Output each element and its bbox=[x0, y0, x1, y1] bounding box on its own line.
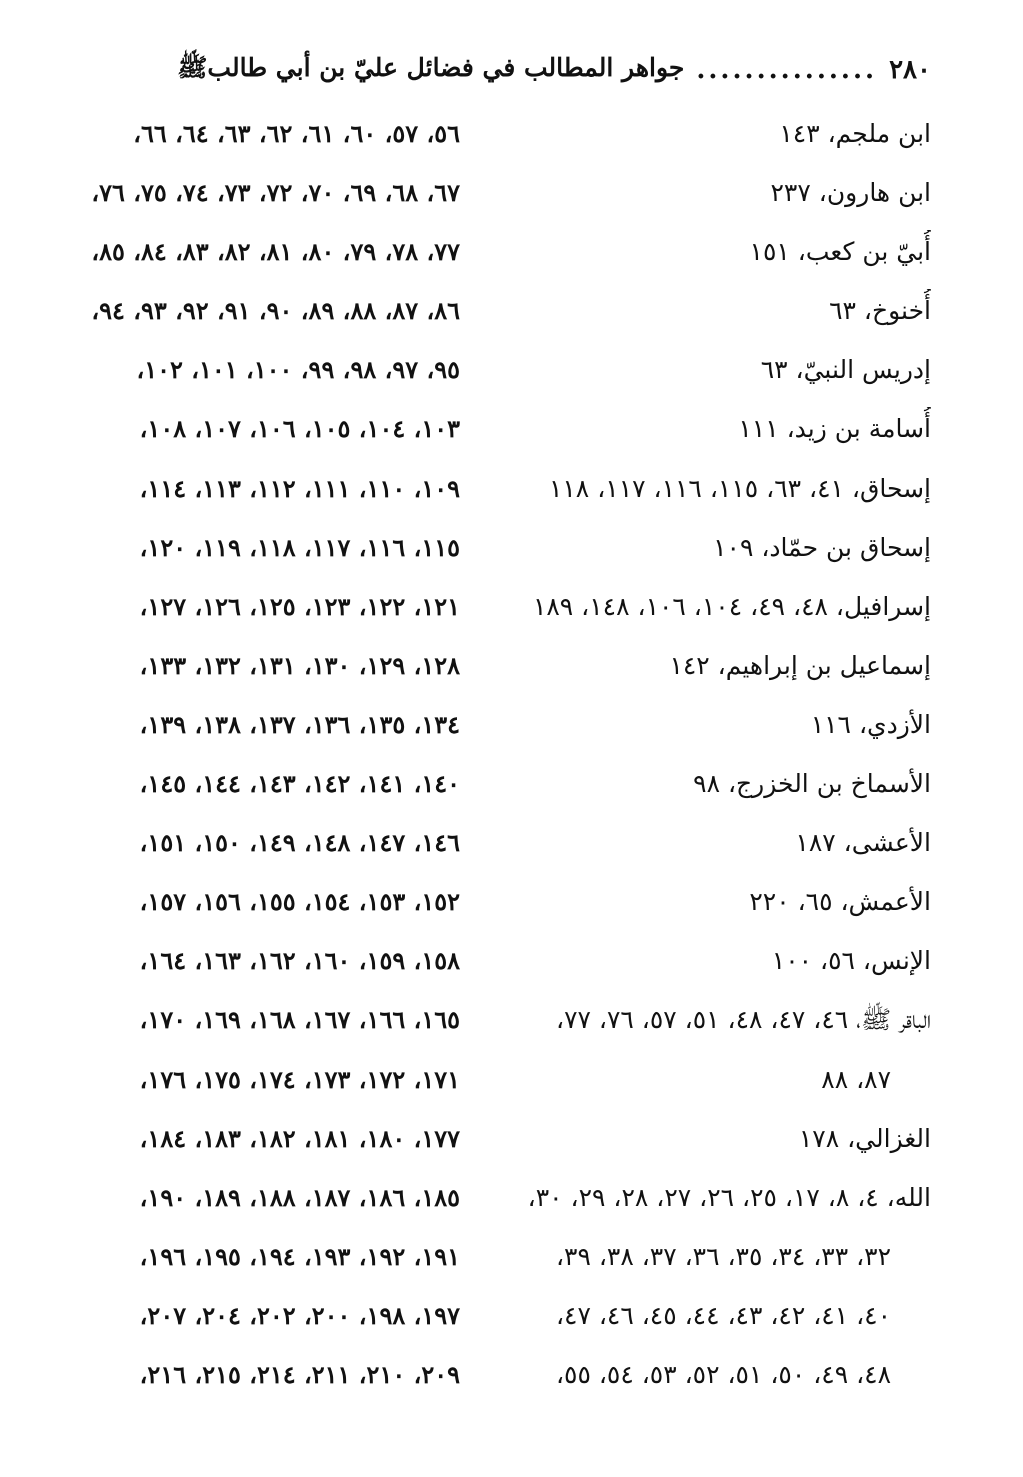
page-refs-line: ١٢٨، ١٢٩، ١٣٠، ١٣١، ١٣٢، ١٣٣، bbox=[139, 650, 460, 680]
index-entry: ابن هارون، ٢٣٧ bbox=[770, 178, 931, 208]
page-refs-line: ١٨٥، ١٨٦، ١٨٧، ١٨٨، ١٨٩، ١٩٠، bbox=[139, 1182, 460, 1212]
page-refs-line: ١٠٣، ١٠٤، ١٠٥، ١٠٦، ١٠٧، ١٠٨، bbox=[139, 414, 460, 444]
index-entry: أُخنوخ، ٦٣ bbox=[829, 296, 931, 326]
page-refs-line: ١٧٧، ١٨٠، ١٨١، ١٨٢، ١٨٣، ١٨٤، bbox=[139, 1123, 460, 1153]
page-refs-line: ١٩٧، ١٩٨، ٢٠٠، ٢٠٢، ٢٠٤، ٢٠٧، bbox=[139, 1300, 460, 1330]
index-entry: إدريس النبيّ، ٦٣ bbox=[760, 355, 931, 385]
page-refs-line: ١٤٠، ١٤١، ١٤٢، ١٤٣، ١٤٤، ١٤٥، bbox=[139, 769, 460, 799]
index-entry: الأعمش، ٦٥، ٢٢٠ bbox=[749, 887, 931, 917]
page-refs-line: ٢٠٩، ٢١٠، ٢١١، ٢١٤، ٢١٥، ٢١٦، bbox=[139, 1359, 460, 1389]
page-refs-line: ١٥٨، ١٥٩، ١٦٠، ١٦٢، ١٦٣، ١٦٤، bbox=[139, 946, 460, 976]
index-entry: الأسماخ بن الخزرج، ٩٨ bbox=[693, 769, 931, 799]
index-entry: أُبيّ بن كعب، ١٥١ bbox=[749, 237, 931, 267]
index-entry: إسحاق، ٤١، ٦٣، ١١٥، ١١٦، ١١٧، ١١٨ bbox=[548, 473, 931, 503]
page-refs-line: ١٢١، ١٢٢، ١٢٣، ١٢٥، ١٢٦، ١٢٧، bbox=[139, 591, 460, 621]
page-number: ٢٨٠ bbox=[889, 55, 931, 85]
page-refs-line: ١٩١، ١٩٢، ١٩٣، ١٩٤، ١٩٥، ١٩٦، bbox=[139, 1241, 460, 1271]
index-entry: إسرافيل، ٤٨، ٤٩، ١٠٤، ١٠٦، ١٤٨، ١٨٩ bbox=[532, 591, 931, 621]
page-refs-line: ١٧١، ١٧٢، ١٧٣، ١٧٤، ١٧٥، ١٧٦، bbox=[139, 1064, 460, 1094]
page-refs-line: ١١٥، ١١٦، ١١٧، ١١٨، ١١٩، ١٢٠، bbox=[139, 532, 460, 562]
page-refs-line: ١٠٩، ١١٠، ١١١، ١١٢، ١١٣، ١١٤، bbox=[139, 473, 460, 503]
page-refs-line: ٧٧، ٧٨، ٧٩، ٨٠، ٨١، ٨٢، ٨٣، ٨٤، ٨٥، bbox=[91, 237, 460, 267]
page-refs-line: ٥٦، ٥٧، ٦٠، ٦١، ٦٢، ٦٣، ٦٤، ٦٦، bbox=[133, 119, 460, 148]
index-entry-continuation: ٤٠، ٤١، ٤٢، ٤٣، ٤٤، ٤٥، ٤٦، ٤٧، bbox=[555, 1300, 891, 1330]
index-entry-continuation: ٣٢، ٣٣، ٣٤، ٣٥، ٣٦، ٣٧، ٣٨، ٣٩، bbox=[555, 1241, 891, 1271]
page-refs-line: ١٥٢، ١٥٣، ١٥٤، ١٥٥، ١٥٦، ١٥٧، bbox=[139, 887, 460, 917]
index-column-right bbox=[511, 112, 931, 1412]
index-entry: الله، ٤، ٨، ١٧، ٢٥، ٢٦، ٢٧، ٢٨، ٢٩، ٣٠، bbox=[527, 1182, 931, 1212]
index-entry: إسماعيل بن إبراهيم، ١٤٢ bbox=[669, 650, 931, 680]
index-entry-continuation: ٤٨، ٤٩، ٥٠، ٥١، ٥٢، ٥٣، ٥٤، ٥٥، bbox=[555, 1359, 891, 1389]
index-entry-continuation: ٨٧، ٨٨ bbox=[821, 1064, 891, 1094]
index-entry: الإنس، ٥٦، ١٠٠ bbox=[771, 946, 931, 976]
index-entry: إسحاق بن حمّاد، ١٠٩ bbox=[713, 532, 931, 562]
index-entry: الباقر ﷺ، ٤٦، ٤٧، ٤٨، ٥١، ٥٧، ٧٦، ٧٧، bbox=[556, 1005, 931, 1035]
page-refs-line: ١٦٥، ١٦٦، ١٦٧، ١٦٨، ١٦٩، ١٧٠، bbox=[139, 1005, 460, 1035]
running-header bbox=[92, 52, 931, 88]
page-refs-line: ٩٥، ٩٧، ٩٨، ٩٩، ١٠٠، ١٠١، ١٠٢، bbox=[136, 355, 460, 385]
page-refs-line: ٨٦، ٨٧، ٨٨، ٨٩، ٩٠، ٩١، ٩٢، ٩٣، ٩٤، bbox=[91, 296, 460, 326]
index-entry: ابن ملجم، ١٤٣ bbox=[779, 119, 931, 148]
index-entry: أُسامة بن زيد، ١١١ bbox=[738, 414, 931, 444]
index-entry: الغزالي، ١٧٨ bbox=[798, 1123, 931, 1153]
index-entry: الأعشى، ١٨٧ bbox=[795, 828, 931, 858]
page-refs-line: ٦٧، ٦٨، ٦٩، ٧٠، ٧٢، ٧٣، ٧٤، ٧٥، ٧٦، bbox=[91, 178, 460, 208]
page-refs-line: ١٣٤، ١٣٥، ١٣٦، ١٣٧، ١٣٨، ١٣٩، bbox=[139, 709, 460, 739]
index-entry: الأزدي، ١١٦ bbox=[810, 709, 931, 739]
index-column-left bbox=[80, 112, 460, 1412]
page-refs-line: ١٤٦، ١٤٧، ١٤٨، ١٤٩، ١٥٠، ١٥١، bbox=[139, 828, 460, 858]
book-title: جواهر المطالب في فضائل عليّ بن أبي طالبﷺ bbox=[177, 52, 685, 82]
leader-dots: ............... bbox=[696, 55, 878, 85]
